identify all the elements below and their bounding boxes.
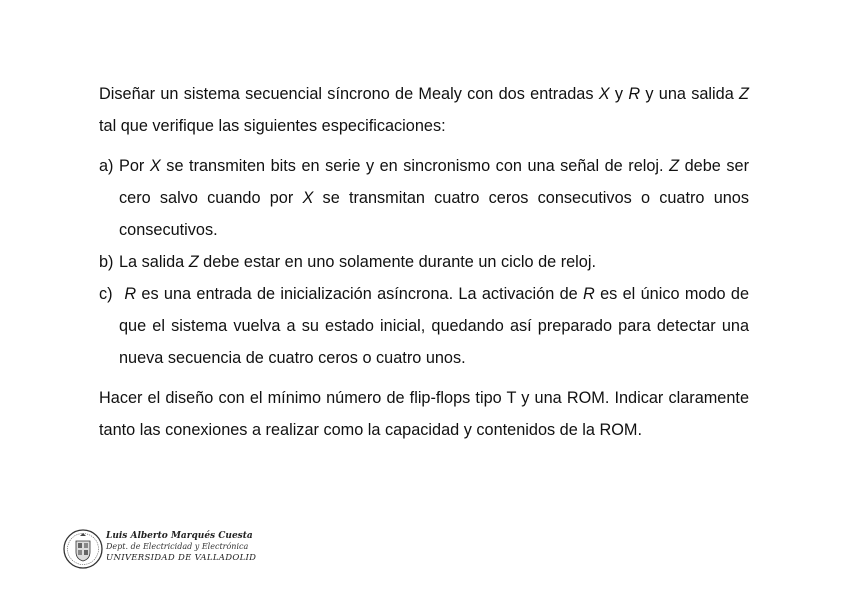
intro-text-3: y una salida xyxy=(640,85,740,103)
closing-paragraph: Hacer el diseño con el mínimo número de flip-flops tipo T y una ROM. Indicar claramente tanto las conexiones a realizar como la capacidad y contenidos de la ROM. xyxy=(99,389,749,439)
spec-marker: b) xyxy=(99,253,114,271)
var-x: X xyxy=(598,85,610,103)
spec-marker: a) xyxy=(99,157,114,175)
intro-text-1: Diseñar un sistema secuencial síncrono de Mealy con dos entradas xyxy=(99,85,599,103)
author-dept: Dept. de Electricidad y Electrónica xyxy=(106,542,249,551)
spec-text: Por X se transmiten bits en serie y en sincronismo con una señal de reloj. Z debe ser cero salvo cuando por X se transmitan cuatro ceros consecutivos o cuatro unos consecutivos. xyxy=(119,157,749,239)
spec-item-a xyxy=(99,150,749,246)
university-seal-icon xyxy=(62,526,106,572)
spec-marker: c) xyxy=(99,285,113,303)
spec-text: R es una entrada de inicialización asíncrona. La activación de R es el único modo de que el sistema vuelva a su estado inicial, quedando así preparado para detectar una nueva secuencia de cuatro ceros o cuatro unos. xyxy=(119,285,749,367)
intro-text-2: y xyxy=(609,85,629,103)
author-signature xyxy=(106,531,256,564)
intro-text-4: tal que verifique las siguientes especificaciones: xyxy=(99,117,446,135)
intro-paragraph xyxy=(99,78,749,142)
spec-item-b xyxy=(99,246,749,278)
author-name: Luis Alberto Marqués Cuesta xyxy=(106,531,253,541)
problem-statement xyxy=(99,78,749,446)
spec-text: La salida Z debe estar en uno solamente durante un ciclo de reloj. xyxy=(119,253,596,271)
var-z: Z xyxy=(739,85,749,103)
var-r: R xyxy=(628,85,641,103)
author-university: UNIVERSIDAD DE VALLADOLID xyxy=(106,553,257,563)
author-footer xyxy=(62,526,262,576)
spec-item-c xyxy=(99,278,749,374)
